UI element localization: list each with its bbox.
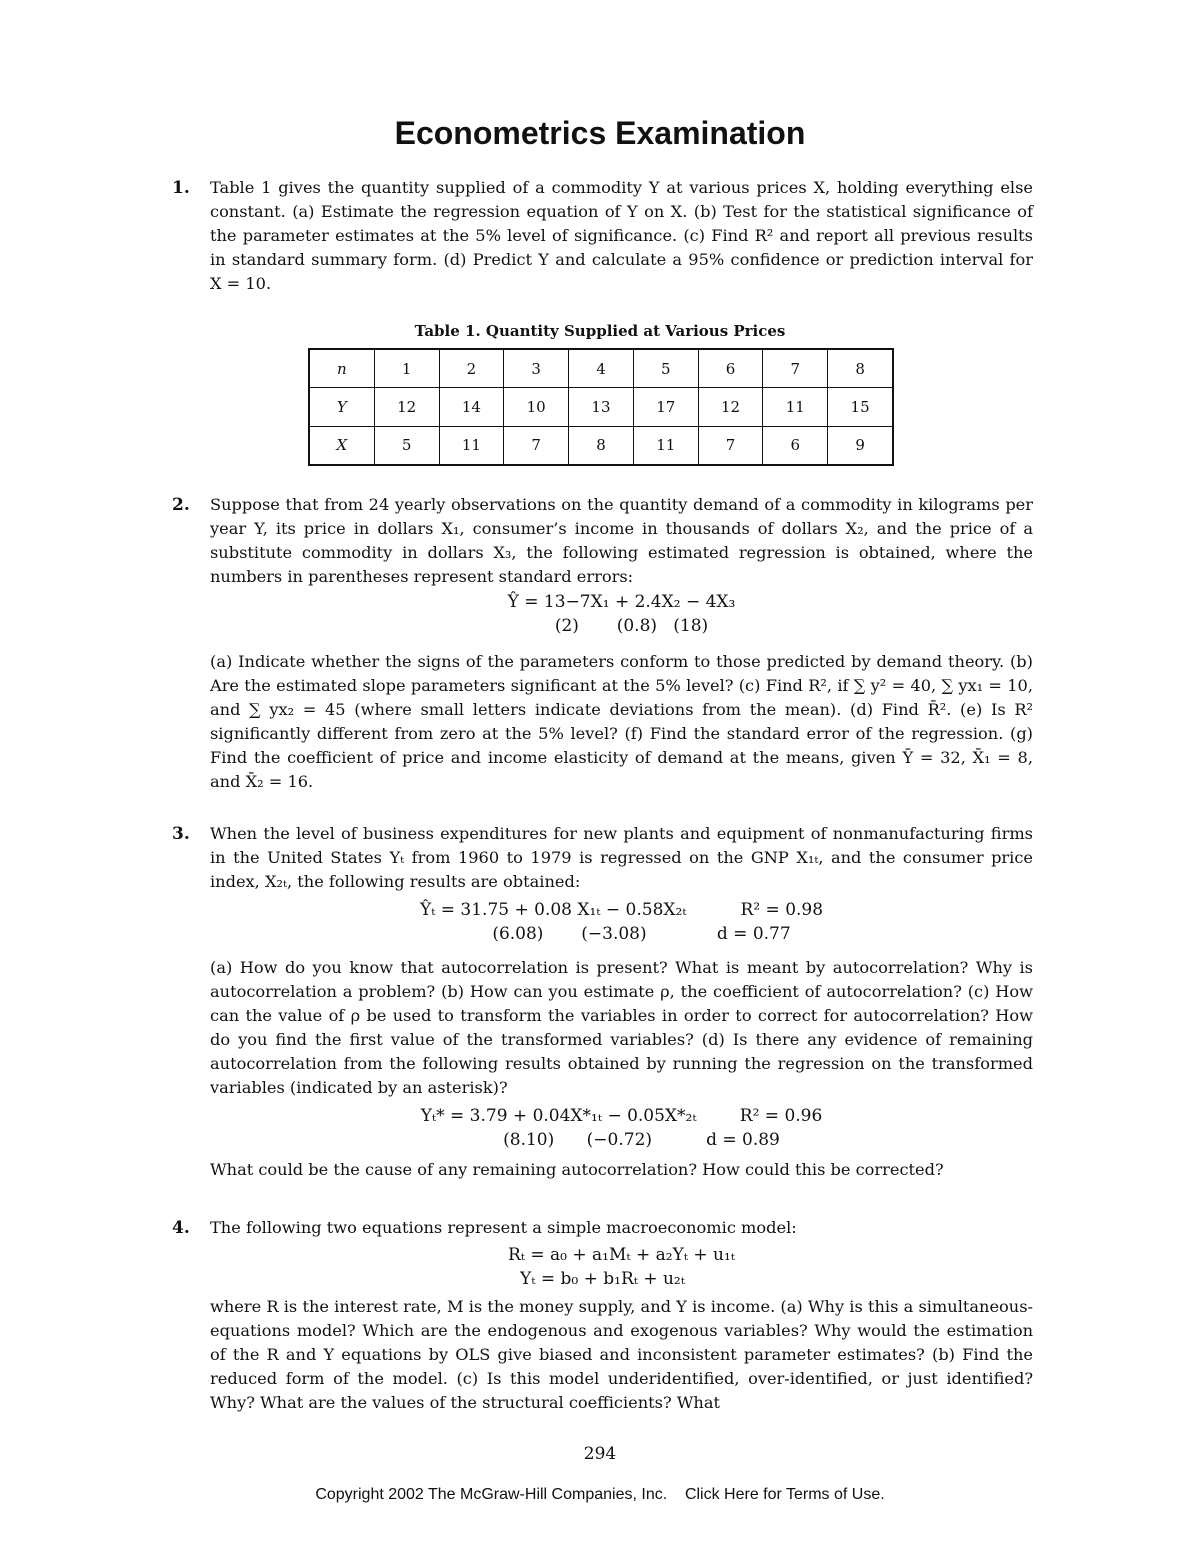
terms-of-use-link[interactable]: Click Here for Terms of Use. (684, 1486, 885, 1503)
regression-stats: (6.08) (−3.08) d = 0.77 (492, 924, 791, 944)
table-cell: 12 (698, 388, 763, 426)
page-title: Econometrics Examination (394, 115, 806, 151)
transformed-stats: (8.10) (−0.72) d = 0.89 (503, 1130, 780, 1150)
question-text: Table 1 gives the quantity supplied of a commodity Y at various prices X, holding everything else constant. (a) Estimate the regression equation of Y on X. (b) Test for the statistical significance of the parameter estimates at the 5% level of significance. (c) Find R² and report all previous results in standard summary form. (d) Predict Y and calculate a 95% confidence or prediction interval for X = 10. (210, 178, 1033, 293)
table-cell: 3 (504, 349, 569, 388)
transformed-equation: Yₜ* = 3.79 + 0.04X*₁ₜ − 0.05X*₂ₜ R² = 0.96 (420, 1106, 823, 1126)
table-cell: 7 (504, 426, 569, 465)
question-4 (172, 1216, 1033, 1415)
question-number: 4. (172, 1218, 190, 1238)
question-parts: (a) How do you know that autocorrelation is present? What is meant by autocorrelation? Why is autocorrelation a problem? (b) How can you estimate ρ, the coefficient of autocorrelation? (c) How can the value of ρ be used to transform the variables in order to correct for autocorrelation? How do you find the first value of the transformed variables? (d) Is there any evidence of remaining autocorrelation from the following results obtained by running the regression on the transformed variables (indicated by an asterisk)? (210, 958, 1033, 1097)
question-number: 3. (172, 824, 190, 844)
table-cell: 7 (698, 426, 763, 465)
table-row (309, 426, 893, 465)
table-row-label: Y (309, 388, 374, 426)
table-cell: 4 (569, 349, 634, 388)
table-cell: 7 (763, 349, 828, 388)
table-row (309, 388, 893, 426)
table-caption: Table 1. Quantity Supplied at Various Prices (414, 322, 786, 340)
table-cell: 15 (828, 388, 893, 426)
table-cell: 8 (828, 349, 893, 388)
quantity-price-table (308, 348, 894, 466)
table-cell: 1 (374, 349, 439, 388)
table-cell: 10 (504, 388, 569, 426)
table-cell: 9 (828, 426, 893, 465)
table-cell: 6 (698, 349, 763, 388)
question-closing: What could be the cause of any remaining autocorrelation? How could this be corrected? (210, 1160, 944, 1179)
question-2 (172, 493, 1033, 794)
standard-errors: (2) (0.8) (18) (554, 616, 709, 636)
structural-equation-y: Yₜ = b₀ + b₁Rₜ + u₂ₜ (520, 1269, 685, 1289)
table-cell: 12 (374, 388, 439, 426)
question-1 (172, 176, 1033, 296)
table-cell: 8 (569, 426, 634, 465)
table-cell: 13 (569, 388, 634, 426)
copyright-line (0, 1486, 1200, 1504)
question-3 (172, 822, 1033, 1182)
table-row-label: X (309, 426, 374, 465)
table-cell: 11 (763, 388, 828, 426)
question-number: 1. (172, 178, 190, 198)
table-cell: 11 (633, 426, 698, 465)
table-row (309, 349, 893, 388)
table-cell: 5 (633, 349, 698, 388)
regression-equation: Ŷₜ = 31.75 + 0.08 X₁ₜ − 0.58X₂ₜ R² = 0.98 (419, 900, 824, 920)
question-parts: (a) Indicate whether the signs of the parameters conform to those predicted by demand theory. (b) Are the estimated slope parameters significant at the 5% level? (c) Find R², if ∑ y² = 40, ∑ yx₁ = 10, and ∑ yx₂ = 45 (where small letters indicate deviations from the mean). (d) Find R̄². (e) Is R² significantly different from zero at the 5% level? (f) Find the standard error of the regression. (g) Find the coefficient of price and income elasticity of demand at the means, given Ȳ = 32, X̄₁ = 8, and X̄₂ = 16. (210, 652, 1033, 791)
table-cell: 5 (374, 426, 439, 465)
structural-equation-r: Rₜ = a₀ + a₁Mₜ + a₂Yₜ + u₁ₜ (507, 1245, 736, 1265)
question-intro: When the level of business expenditures for new plants and equipment of nonmanufacturing firms in the United States Yₜ from 1960 to 1979 is regressed on the GNP X₁ₜ, and the consumer price index, X₂ₜ, the following results are obtained: (210, 824, 1033, 891)
table-cell: 2 (439, 349, 504, 388)
copyright-text: Copyright 2002 The McGraw-Hill Companies, Inc. (315, 1486, 668, 1503)
page-number: 294 (583, 1444, 617, 1464)
question-intro: Suppose that from 24 yearly observations on the quantity demand of a commodity in kilograms per year Y, its price in dollars X₁, consumer’s income in thousands of dollars X₂, and the price of a substitute commodity in dollars X₃, the following estimated regression is obtained, where the numbers in parentheses represent standard errors: (210, 495, 1033, 586)
table-row-label: n (309, 349, 374, 388)
table-cell: 14 (439, 388, 504, 426)
regression-equation: Ŷ = 13−7X₁ + 2.4X₂ − 4X₃ (507, 592, 736, 612)
question-parts: where R is the interest rate, M is the money supply, and Y is income. (a) Why is this a simultaneous-equations model? Which are the endogenous and exogenous variables? Why would the estimation of the R and Y equations by OLS give biased and inconsistent parameter estimates? (b) Find the reduced form of the model. (c) Is this model underidentified, over-identified, or just identified? Why? What are the values of the structural coefficients? What (210, 1297, 1033, 1412)
question-number: 2. (172, 495, 190, 515)
table-cell: 17 (633, 388, 698, 426)
table-cell: 11 (439, 426, 504, 465)
table-cell: 6 (763, 426, 828, 465)
question-intro: The following two equations represent a simple macroeconomic model: (210, 1218, 797, 1237)
